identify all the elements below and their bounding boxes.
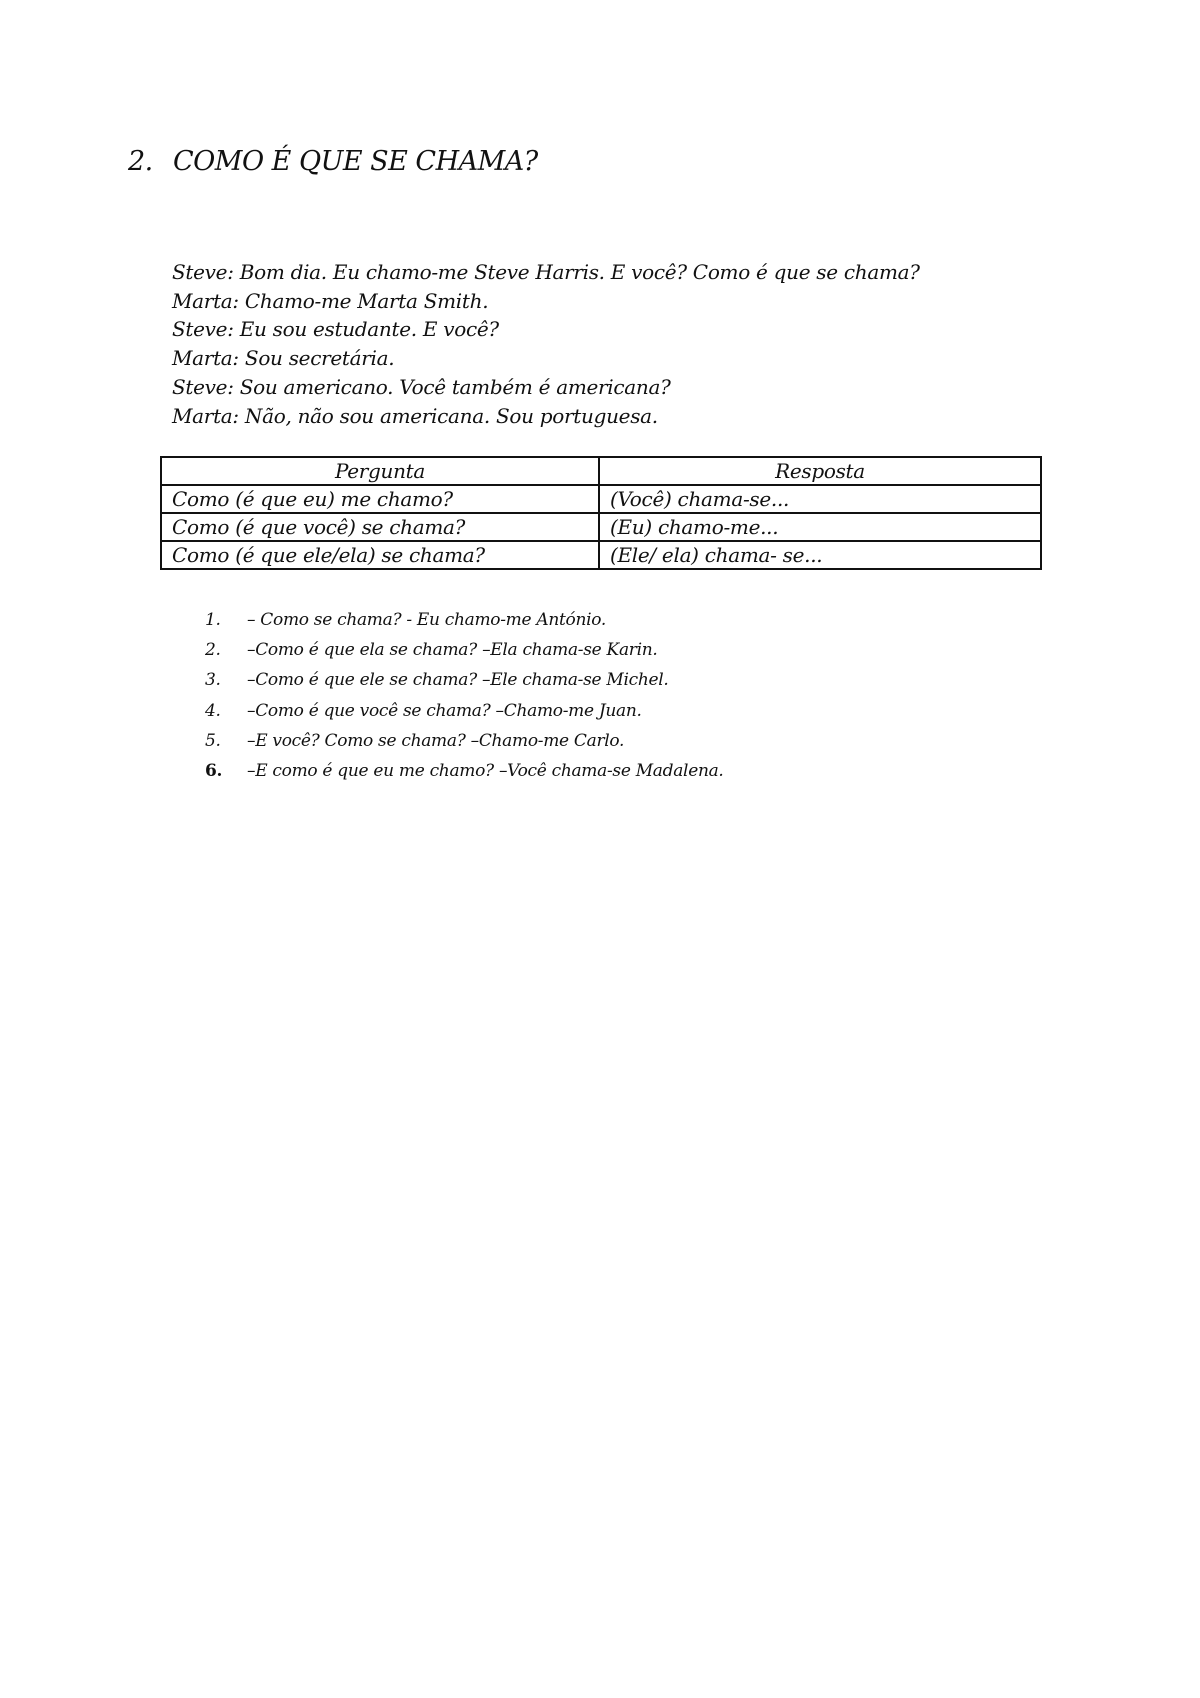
dialogue-line: Steve: Bom dia. Eu chamo-me Steve Harris. E você? Como é que se chama?	[172, 260, 920, 284]
list-item	[205, 605, 724, 635]
item-text: –Como é que você se chama? –Chamo-me Juan.	[247, 700, 642, 721]
item-number: 3.	[205, 670, 221, 691]
table-cell-question: Como (é que eu) me chamo?	[161, 485, 599, 513]
item-number: 2.	[205, 640, 221, 661]
list-item	[205, 665, 724, 695]
section-title: COMO É QUE SE CHAMA?	[173, 146, 538, 177]
list-item	[205, 635, 724, 665]
table-cell-question: Como (é que você) se chama?	[161, 513, 599, 541]
item-text: –E como é que eu me chamo? –Você chama-se Madalena.	[247, 760, 724, 781]
table-cell-question: Como (é que ele/ela) se chama?	[161, 541, 599, 569]
table-cell-answer: (Ele/ ela) chama- se...	[599, 541, 1041, 569]
table-row	[161, 541, 1041, 569]
dialogue-line: Steve: Sou americano. Você também é americana?	[172, 374, 671, 399]
table-cell-answer: (Você) chama-se...	[599, 485, 1041, 513]
item-number: 6.	[205, 760, 223, 781]
dialogue-block	[172, 258, 920, 430]
exercise-list	[205, 605, 724, 786]
section-heading	[128, 146, 538, 177]
column-header-resposta: Resposta	[599, 457, 1041, 485]
table-header-row	[161, 457, 1041, 485]
item-text: – Como se chama? - Eu chamo-me António.	[247, 610, 606, 630]
dialogue-line: Marta: Não, não sou americana. Sou portuguesa.	[172, 403, 658, 428]
item-text: –Como é que ela se chama? –Ela chama-se Karin.	[247, 640, 658, 661]
list-item	[205, 696, 724, 726]
item-text: –Como é que ele se chama? –Ele chama-se Michel.	[247, 670, 669, 691]
dialogue-line: Marta: Sou secretária.	[172, 346, 395, 371]
table-row	[161, 513, 1041, 541]
section-number: 2.	[128, 146, 153, 177]
item-number: 1.	[205, 610, 221, 630]
item-text: –E você? Como se chama? –Chamo-me Carlo.	[247, 730, 625, 751]
item-number: 4.	[205, 700, 221, 721]
dialogue-line: Marta: Chamo-me Marta Smith.	[172, 288, 489, 313]
column-header-pergunta: Pergunta	[161, 457, 599, 485]
grammar-table	[160, 456, 1042, 570]
item-number: 5.	[205, 730, 221, 751]
table-cell-answer: (Eu) chamo-me...	[599, 513, 1041, 541]
list-item	[205, 726, 724, 756]
list-item	[205, 756, 724, 786]
table-row	[161, 485, 1041, 513]
dialogue-line: Steve: Eu sou estudante. E você?	[172, 317, 499, 342]
